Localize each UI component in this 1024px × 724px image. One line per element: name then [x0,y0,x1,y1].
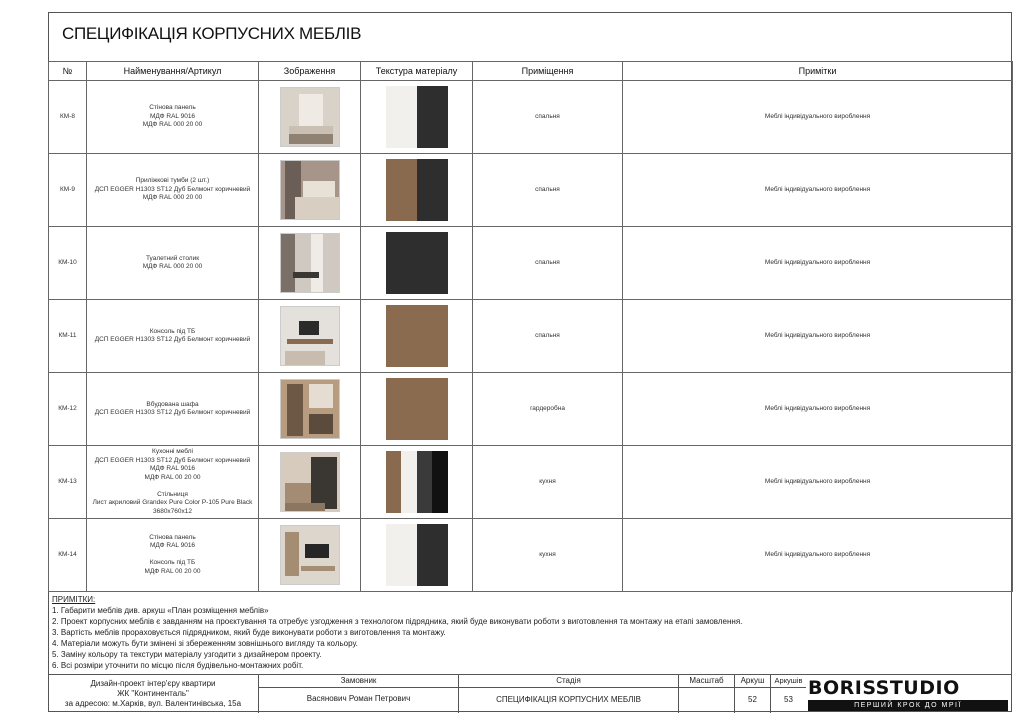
item-name [87,81,259,154]
item-note: Меблі індивідуального вироблення [623,446,1013,519]
material-texture [386,159,448,221]
project-complex: ЖК "Континенталь" [117,689,189,698]
texture-swatch [386,86,417,148]
stage-cell [458,675,678,713]
item-name [87,300,259,373]
item-name [87,227,259,300]
item-name-line: МДФ RAL 000 20 00 [142,121,203,129]
note-line: 1. Габарити меблів див. аркуш «План розміщення меблів» [52,606,269,615]
texture-swatch [401,451,417,513]
scale-label: Масштаб [679,675,734,688]
item-name-line: ДСП EGGER H1303 ST12 Дуб Белмонт коричневий [94,336,251,343]
item-name-line: МДФ RAL 000 20 00 [142,263,203,270]
sheets-cell [770,675,806,713]
item-name-line: МДФ RAL 9016 [149,465,196,472]
item-number: КМ-12 [49,373,87,446]
item-name-line [87,551,258,560]
sheets-label: Аркушів [771,675,806,688]
item-name-line [87,482,258,491]
table-row [49,154,1013,227]
item-name-line: Приліжкові тумби (2 шт.) [135,177,210,185]
item-name-line: ДСП EGGER H1303 ST12 Дуб Белмонт коричневий [94,185,251,193]
note-line: 3. Вартість меблів прораховується підрядником, який буде виконувати роботи з виготовлення та монтажу. [52,628,446,637]
sheet-number: 52 [748,695,757,704]
item-note: Меблі індивідуального вироблення [623,519,1013,592]
item-name-line: Консоль під ТБ [149,327,196,335]
material-texture [386,378,448,440]
item-texture-cell [361,446,473,519]
table-row [49,81,1013,154]
notes-block [52,594,1002,671]
table-row [49,300,1013,373]
table-row [49,446,1013,519]
texture-swatch [386,378,448,440]
item-name-line: Стільниця [157,490,188,498]
texture-swatch [432,451,448,513]
item-name-line: Вбудована шафа [146,400,199,408]
project-name: Дизайн-проект інтер'єру квартири [90,679,216,688]
notes-heading: ПРИМІТКИ: [52,595,96,604]
item-texture-cell [361,227,473,300]
item-name [87,519,259,592]
item-room: гардеробна [473,373,623,446]
col-number: № [49,62,87,81]
item-note: Меблі індивідуального вироблення [623,300,1013,373]
project-address: за адресою: м.Харків, вул. Валентинівська, 15а [64,699,242,708]
material-texture [386,451,448,513]
furniture-render-image [280,525,340,585]
texture-swatch [417,524,448,586]
item-note: Меблі індивідуального вироблення [623,154,1013,227]
title-block [48,674,1012,713]
item-name-line: Кухонні меблі [152,448,193,455]
item-image-cell [259,373,361,446]
texture-swatch [386,232,448,294]
item-note: Меблі індивідуального вироблення [623,373,1013,446]
item-number: КМ-10 [49,227,87,300]
item-image-cell [259,154,361,227]
item-image-cell [259,519,361,592]
logo-slogan: ПЕРШИЙ КРОК ДО МРІЇ [808,700,1008,711]
customer-label: Замовник [259,675,458,688]
sheet-cell [734,675,770,713]
item-name-line: МДФ RAL 000 20 00 [142,194,203,202]
scale-cell [678,675,734,713]
spec-table [48,61,1013,592]
item-name-line: Стінова панель [149,533,196,541]
col-image: Зображення [259,62,361,81]
item-room: спальня [473,81,623,154]
table-header [49,62,1013,81]
material-texture [386,232,448,294]
texture-swatch [417,159,448,221]
col-texture: Текстура матеріалу [361,62,473,81]
item-image-cell [259,300,361,373]
furniture-render-image [280,87,340,147]
logo-text: BORISSTUDIO [808,677,960,699]
item-number: КМ-14 [49,519,87,592]
material-texture [386,305,448,367]
item-name-line: Туалетний столик [145,254,200,262]
furniture-render-image [280,379,340,439]
item-texture-cell [361,81,473,154]
table-row [49,519,1013,592]
item-texture-cell [361,373,473,446]
texture-swatch [386,451,402,513]
table-row [49,227,1013,300]
item-room: спальня [473,300,623,373]
item-note: Меблі індивідуального вироблення [623,81,1013,154]
col-room: Приміщення [473,62,623,81]
item-number: КМ-11 [49,300,87,373]
item-name [87,373,259,446]
item-note: Меблі індивідуального вироблення [623,227,1013,300]
note-line: 4. Матеріали можуть бути змінені зі збереженням зовнішнього вигляду та кольору. [52,639,358,648]
note-line: 6. Всі розміри уточнити по місцю після будівельно-монтажних робіт. [52,661,304,670]
sheets-total: 53 [784,695,793,704]
note-line: 5. Заміну кольору та текстури матеріалу узгодити з дизайнером проекту. [52,650,322,659]
table-row [49,373,1013,446]
project-info [48,675,258,709]
texture-swatch [417,451,433,513]
item-image-cell [259,446,361,519]
material-texture [386,524,448,586]
item-number: КМ-9 [49,154,87,227]
item-name-line: ДСП EGGER H1303 ST12 Дуб Белмонт коричневий [94,456,251,464]
item-name-line: ДСП EGGER H1303 ST12 Дуб Белмонт коричневий [94,409,251,416]
item-texture-cell [361,154,473,227]
item-room: спальня [473,227,623,300]
col-notes: Примітки [623,62,1013,81]
furniture-render-image [280,233,340,293]
stage-label: Стадія [459,675,678,688]
item-image-cell [259,227,361,300]
page-title: СПЕЦИФІКАЦІЯ КОРПУСНИХ МЕБЛІВ [62,24,362,43]
studio-logo [806,675,1012,713]
furniture-render-image [280,160,340,220]
item-name [87,446,259,519]
sheet-label: Аркуш [735,675,770,688]
item-name-line: Лист акриловий Grandex Pure Color P-105 Pure Black 3680x760x12 [92,499,253,515]
item-number: КМ-8 [49,81,87,154]
furniture-render-image [280,306,340,366]
item-room: спальня [473,154,623,227]
item-room: кухня [473,519,623,592]
texture-swatch [386,524,417,586]
item-name-line: МДФ RAL 00 20 00 [144,473,201,481]
texture-swatch [417,86,448,148]
item-name-line: Консоль під ТБ [149,559,196,567]
note-line: 2. Проект корпусних меблів є завданням на проєктування та отребує узгодження з технологом підрядника, який буде виконувати роботи з виготовлення та монтажу на етапі замовлення. [52,617,743,626]
customer-name: Васянович Роман Петрович [306,694,411,703]
texture-swatch [386,159,417,221]
item-room: кухня [473,446,623,519]
item-number: КМ-13 [49,446,87,519]
furniture-render-image [280,452,340,512]
material-texture [386,86,448,148]
item-image-cell [259,81,361,154]
item-name-line: МДФ RAL 9016 [149,112,196,120]
item-texture-cell [361,300,473,373]
item-name [87,154,259,227]
col-name: Найменування/Артикул [87,62,259,81]
item-name-line: МДФ RAL 00 20 00 [144,567,201,575]
item-texture-cell [361,519,473,592]
customer-cell [258,675,458,713]
texture-swatch [386,305,448,367]
item-name-line: МДФ RAL 9016 [149,542,196,550]
stage-value: СПЕЦИФІКАЦІЯ КОРПУСНИХ МЕБЛІВ [496,695,641,704]
item-name-line: Стінова панель [149,104,196,112]
